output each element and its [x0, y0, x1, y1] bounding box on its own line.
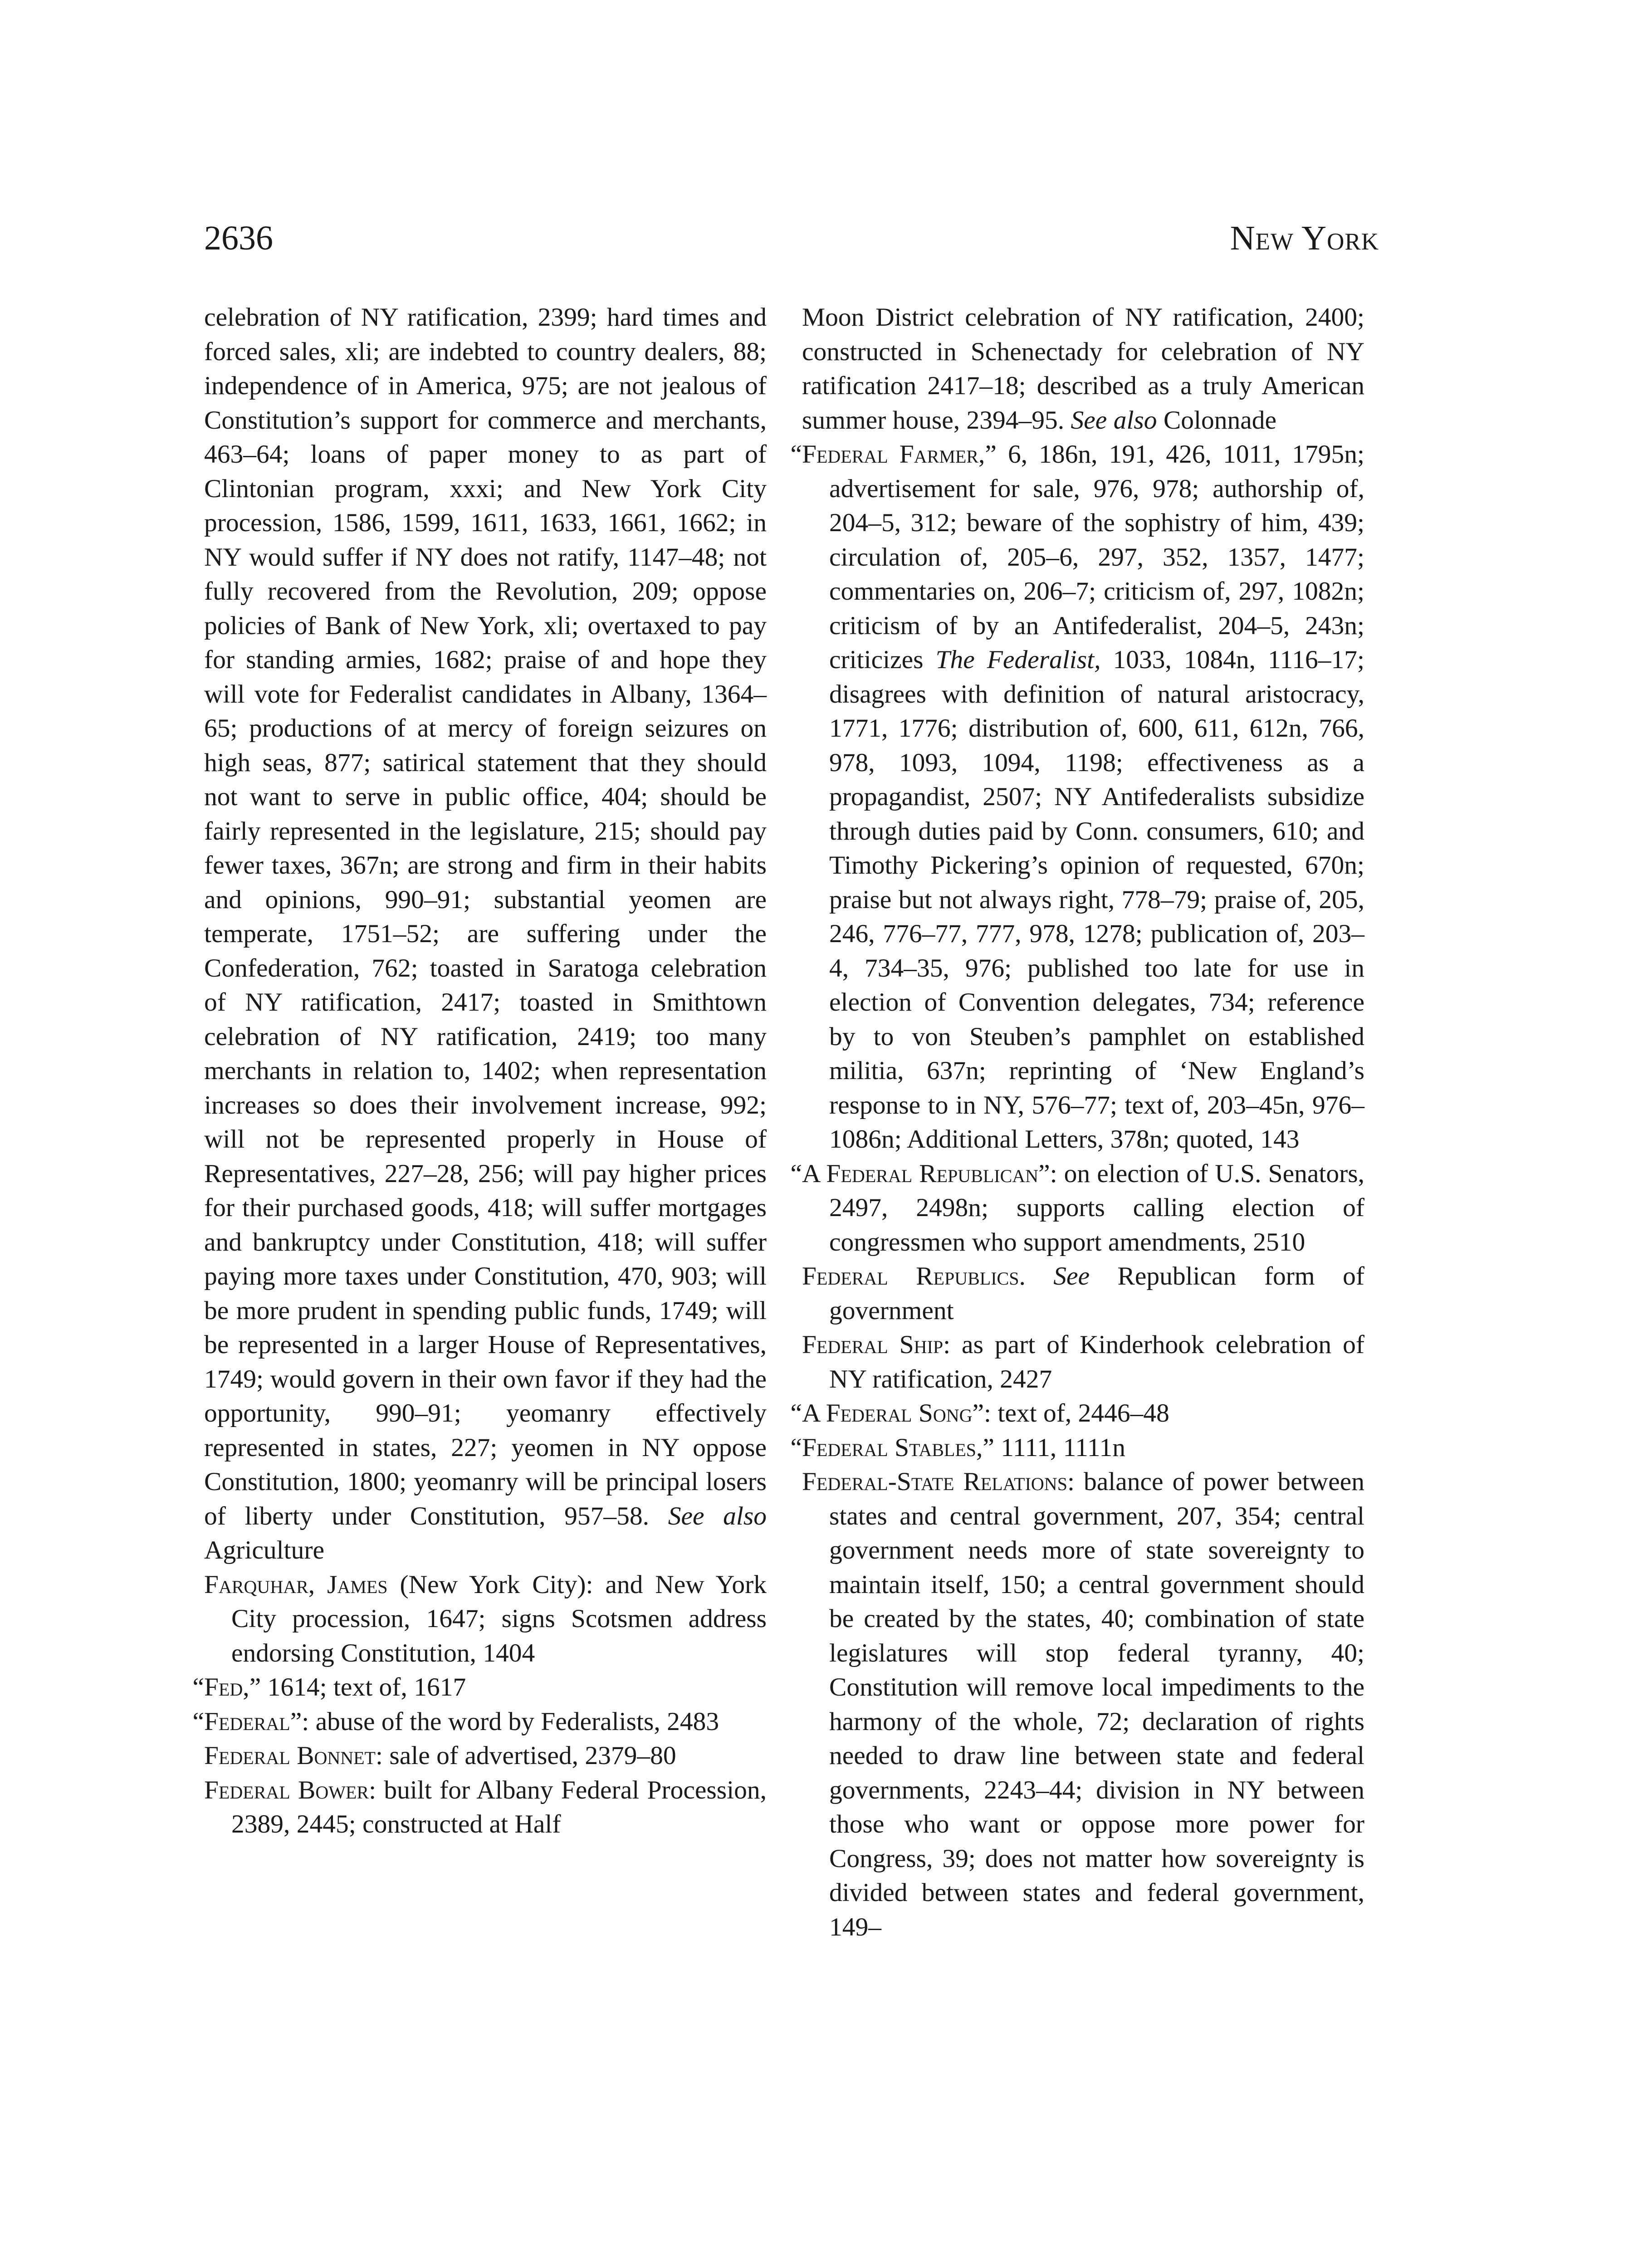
entry-text: : on election of U.S. Senators, 2497, 2498n; supports calling election of congressmen who support amendments, 2510	[829, 1159, 1365, 1256]
index-entry-federal-ship	[802, 1328, 1364, 1396]
running-head: New York	[1230, 219, 1379, 257]
index-entry-federal-bower	[204, 1773, 767, 1842]
index-entry-federal: “Federal”: abuse of the word by Federalists, 2483	[192, 1707, 719, 1736]
index-entry-continuation	[204, 300, 767, 1568]
entry-text: 6, 186n, 191, 426, 1011, 1795n; advertisement for sale, 976, 978; authorship of, 204–5, 312; beware of the sophistry of him, 439; circulation of, 205–6, 297, 352, 1357, 1477; commentaries on, 206–7; criticism of, 297, 1082n; criticism of by an Antifederalist, 204–5, 243n; criticizes	[829, 440, 1364, 674]
entry-text: : sale of advertised, 2379–80	[376, 1741, 676, 1770]
entry-text: 1614; text of, 1617	[267, 1673, 466, 1701]
entry-headword: Farquhar, James	[204, 1570, 388, 1599]
entry-text: 1111, 1111n	[1001, 1433, 1125, 1462]
entry-headword: Federal	[204, 1707, 290, 1736]
entry-headword: Federal Stables,	[802, 1433, 983, 1462]
entry-headword: A Federal Song	[802, 1399, 973, 1427]
entry-headword: Fed,	[204, 1673, 249, 1701]
cross-reference: Colonnade	[1163, 406, 1277, 435]
index-entry-continuation	[802, 300, 1364, 437]
page-number: 2636	[204, 219, 273, 257]
entry-headword: Federal Republics.	[802, 1262, 1026, 1290]
cross-reference: Agriculture	[204, 1536, 325, 1564]
cross-reference: Republican form of government	[829, 1262, 1364, 1325]
see-reference: See	[1053, 1262, 1090, 1290]
see-also: See also	[1071, 406, 1157, 435]
entry-text: 1033, 1084n, 1116–17; disagrees with definition of natural aristocracy, 1771, 1776; distribution of, 600, 611, 612n, 766, 978, 1093, 1094, 1198; effectiveness as a propagandist, 2507; NY Antifederalists subsidize through duties paid by Conn. consumers, 610; and Timothy Pickering’s opinion of requested, 670n; praise but not always right, 778–79; praise of, 205, 246, 776–77, 777, 978, 1278; publication of, 203–4, 734–35, 976; published too late for use in election of Convention delegates, 734; reference by to von Steuben’s pamphlet on established militia, 637n; reprinting of ‘New England’s response to in NY, 576–77; text of, 203–45n, 976–1086n; Additional Letters, 378n; quoted, 143	[829, 645, 1365, 1154]
entry-text: : as part of Kinderhook celebration of NY ratification, 2427	[829, 1330, 1364, 1393]
entry-headword: Federal Ship	[802, 1330, 944, 1359]
entry-headword: Federal Bower	[204, 1775, 369, 1804]
index-entry-federal-stables: “Federal Stables,” 1111, 1111n	[790, 1433, 1125, 1462]
entry-text: : balance of power between states and central government, 207, 354; central government needs more of state sovereignty to maintain itself, 150; a central government should be created by the states, 40; combination of state legislatures will stop federal tyranny, 40; Constitution will remove local impediments to the harmony of the whole, 72; declaration of rights needed to draw line between state and federal governments, 2243–44; division in NY between those who want or oppose more power for Congress, 39; does not matter how sovereignty is divided between states and federal government, 149–	[829, 1467, 1364, 1941]
index-entry-federal-song: “A Federal Song”: text of, 2446–48	[790, 1399, 1169, 1427]
entry-headword: Federal Farmer,	[802, 440, 985, 469]
entry-text: : text of, 2446–48	[984, 1399, 1169, 1427]
entry-text: : built for Albany Federal Procession, 2389, 2445; constructed at Half	[231, 1775, 767, 1838]
index-entry-federal-state-relations	[802, 1465, 1364, 1944]
see-also: See also	[668, 1501, 767, 1530]
entry-text: (New York City): and New York City procession, 1647; signs Scotsmen address endorsing Constitution, 1404	[231, 1570, 767, 1667]
entry-headword: Federal-State Relations	[802, 1467, 1067, 1496]
entry-text: : abuse of the word by Federalists, 2483	[302, 1707, 719, 1736]
index-entry-farquhar	[204, 1568, 767, 1671]
entry-text: Moon District celebration of NY ratification, 2400; constructed in Schenectady for celebration of NY ratification 2417–18; described as a truly American summer house, 2394–95.	[802, 303, 1364, 435]
index-entry-federal-farmer: “Federal Farmer,” 6, 186n, 191, 426, 1011, 1795n; advertisement for sale, 976, 978; authorship of, 204–5, 312; beware of the sophistry of him, 439; circulation of, 205–6, 297, 352, 1357, 1477; commentaries on, 206–7; criticism of, 297, 1082n; criticism of by an Antifederalist, 204–5, 243n; criticizes The Federalist, 1033, 1084n, 1116–17; disagrees with definition of natural aristocracy, 1771, 1776; distribution of, 600, 611, 612n, 766, 978, 1093, 1094, 1198; effectiveness as a propagandist, 2507; NY Antifederalists subsidize through duties paid by Conn. consumers, 610; and Timothy Pickering’s opinion of requested, 670n; praise but not always right, 778–79; praise of, 205, 246, 776–77, 777, 978, 1278; publication of, 203–4, 734–35, 976; published too late for use in election of Convention delegates, 734; reference by to von Steuben’s pamphlet on established militia, 637n; reprinting of ‘New England’s response to in NY, 576–77; text of, 203–45n, 976–1086n; Additional Letters, 378n; quoted, 143	[790, 440, 1365, 1154]
page-header	[204, 218, 1379, 259]
entry-headword: A Federal Republican	[802, 1159, 1039, 1188]
entry-headword: Federal Bonnet	[204, 1741, 376, 1770]
entry-italic-title: The Federalist,	[935, 645, 1101, 674]
left-column	[192, 300, 767, 1842]
index-entry-federal-republican: “A Federal Republican”: on election of U.S. Senators, 2497, 2498n; supports calling election of congressmen who support amendments, 2510	[790, 1159, 1365, 1256]
right-column	[790, 300, 1365, 1944]
index-entry-fed: “Fed,” 1614; text of, 1617	[192, 1673, 466, 1701]
index-entry-federal-republics	[802, 1259, 1364, 1328]
index-entry-federal-bonnet	[204, 1739, 767, 1773]
entry-text: celebration of NY ratification, 2399; hard times and forced sales, xli; are indebted to country dealers, 88; independence of in America, 975; are not jealous of Constitution’s support for commerce and merchants, 463–64; loans of paper money to as part of Clintonian program, xxxi; and New York City procession, 1586, 1599, 1611, 1633, 1661, 1662; in NY would suffer if NY does not ratify, 1147–48; not fully recovered from the Revolution, 209; oppose policies of Bank of New York, xli; overtaxed to pay for standing armies, 1682; praise of and hope they will vote for Federalist candidates in Albany, 1364–65; productions of at mercy of foreign seizures on high seas, 877; satirical statement that they should not want to serve in public office, 404; should be fairly represented in the legislature, 215; should pay fewer taxes, 367n; are strong and firm in their habits and opinions, 990–91; substantial yeomen are temperate, 1751–52; are suffering under the Confederation, 762; toasted in Saratoga celebration of NY ratification, 2417; toasted in Smithtown celebration of NY ratification, 2419; too many merchants in relation to, 1402; when representation increases so does their involvement increase, 992; will not be represented properly in House of Representatives, 227–28, 256; will pay higher prices for their purchased goods, 418; will suffer mortgages and bankruptcy under Constitution, 418; will suffer paying more taxes under Constitution, 470, 903; will be more prudent in spending public funds, 1749; will be represented in a larger House of Representatives, 1749; would govern in their own favor if they had the opportunity, 990–91; yeomanry effectively represented in states, 227; yeomen in NY oppose Constitution, 1800; yeomanry will be principal losers of liberty under Constitution, 957–58.	[204, 303, 767, 1530]
